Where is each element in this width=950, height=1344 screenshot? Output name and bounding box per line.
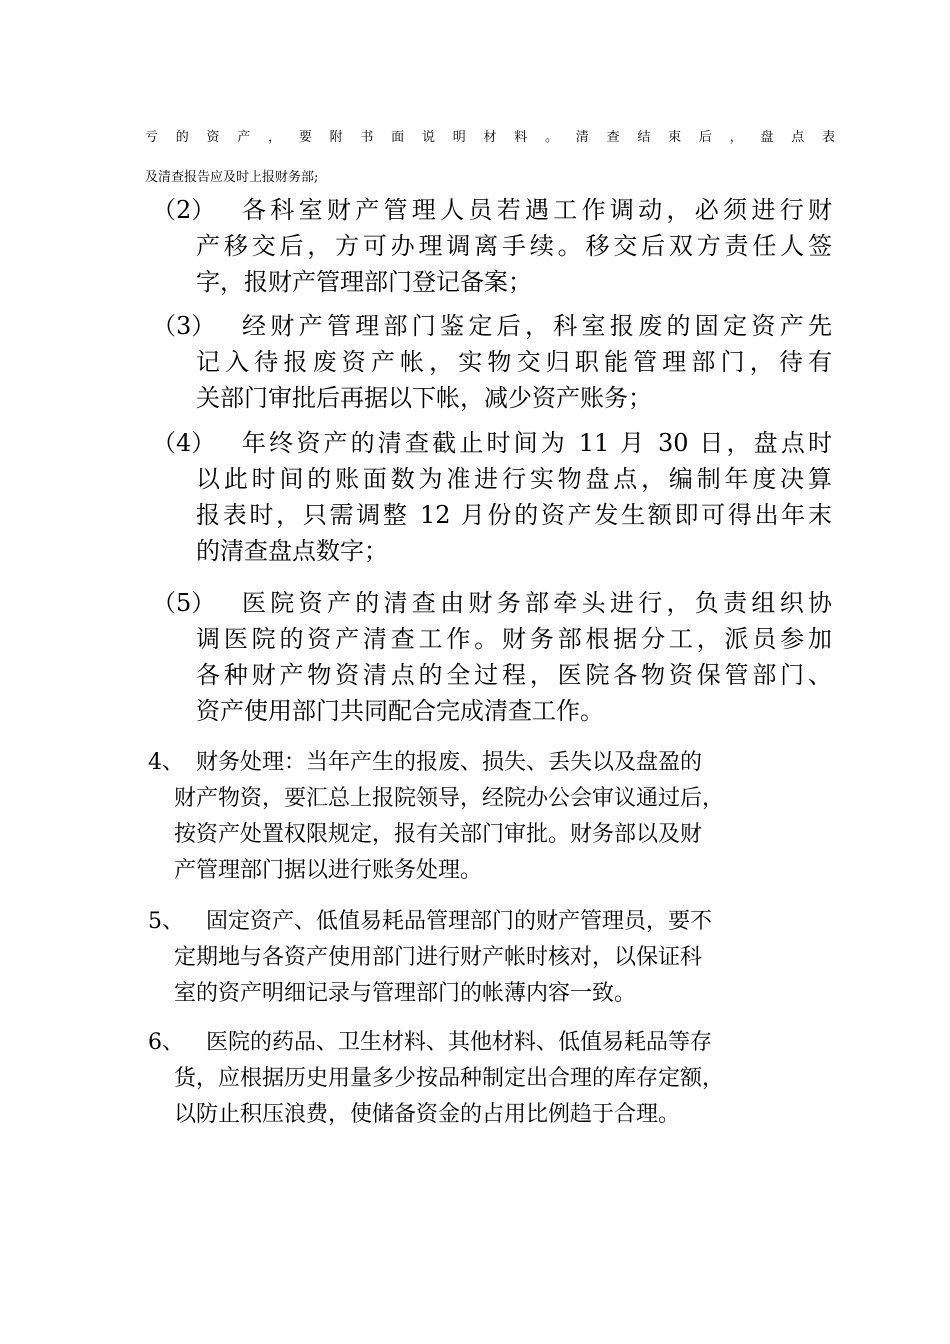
sub-item-number: （5）: [152, 589, 216, 617]
sub-item-text: [152, 585, 832, 729]
sub-item-text: [152, 425, 832, 569]
header-fragment-line-2: 及清查报告应及时上报财务部;: [145, 170, 319, 185]
text-line: 各种财产物资清点的全过程，医院各物资保管部门、: [196, 661, 832, 689]
text-line: 医院资产的清查由财务部牵头进行，负责组织协: [242, 589, 832, 617]
text-line: 医院的药品、卫生材料、其他材料、低值易耗品等存: [206, 1030, 713, 1055]
text-line: 产管理部门据以进行账务处理。: [174, 858, 483, 883]
text-line: 以防止积压浪费，使储备资金的占用比例趋于合理。: [174, 1102, 681, 1127]
text-line: 调医院的资产清查工作。财务部根据分工，派员参加: [196, 625, 832, 653]
text-line: 各科室财产管理人员若遇工作调动，必须进行财: [242, 196, 832, 224]
main-item-number: 6、: [148, 1030, 184, 1055]
text-line: 字，报财产管理部门登记备案；: [196, 268, 532, 296]
main-item-text: [148, 1025, 808, 1133]
text-line: 财产物资，要汇总上报院领导，经院办公会审议通过后，: [174, 786, 725, 811]
main-item-number: 4、: [148, 750, 184, 775]
text-line: 资产使用部门共同配合完成清查工作。: [196, 697, 604, 725]
text-line: 年终资产的清查截止时间为 11 月 30 日，盘点时: [242, 429, 832, 457]
text-line: 以此时间的账面数为准进行实物盘点，编制年度决算: [196, 465, 832, 493]
text-line: 货，应根据历史用量多少按品种制定出合理的库存定额，: [174, 1066, 725, 1091]
text-line: 经财产管理部门鉴定后，科室报废的固定资产先: [242, 312, 832, 340]
text-line: 定期地与各资产使用部门进行财产帐时核对，以保证科: [174, 945, 703, 970]
text-line: 按资产处置权限规定，报有关部门审批。财务部以及财: [174, 822, 703, 847]
text-line: 产移交后，方可办理调离手续。移交后双方责任人签: [196, 232, 832, 260]
main-item-text: [148, 745, 808, 889]
text-line: 关部门审批后再据以下帐，减少资产账务；: [196, 384, 652, 412]
sub-item-number: （4）: [152, 429, 216, 457]
main-item-text: [148, 904, 808, 1012]
text-line: 记入待报废资产帐，实物交归职能管理部门，待有: [196, 348, 832, 376]
text-line: 的清查盘点数字；: [196, 537, 388, 565]
text-line: 固定资产、低值易耗品管理部门的财产管理员，要不: [206, 909, 713, 934]
sub-item-text: [152, 192, 832, 300]
text-line: 室的资产明细记录与管理部门的帐薄内容一致。: [174, 981, 637, 1006]
sub-item-number: （3）: [152, 312, 216, 340]
text-line: 财务处理：当年产生的报废、损失、丢失以及盘盈的: [196, 750, 703, 775]
header-fragment-line-1: 亏的资产，要附书面说明材料。清查结束后，盘点表: [145, 130, 835, 145]
sub-item-text: [152, 308, 832, 416]
main-item-number: 5、: [148, 909, 184, 934]
sub-item-number: （2）: [152, 196, 216, 224]
text-line: 报表时，只需调整 12 月份的资产发生额即可得出年末: [196, 501, 832, 529]
